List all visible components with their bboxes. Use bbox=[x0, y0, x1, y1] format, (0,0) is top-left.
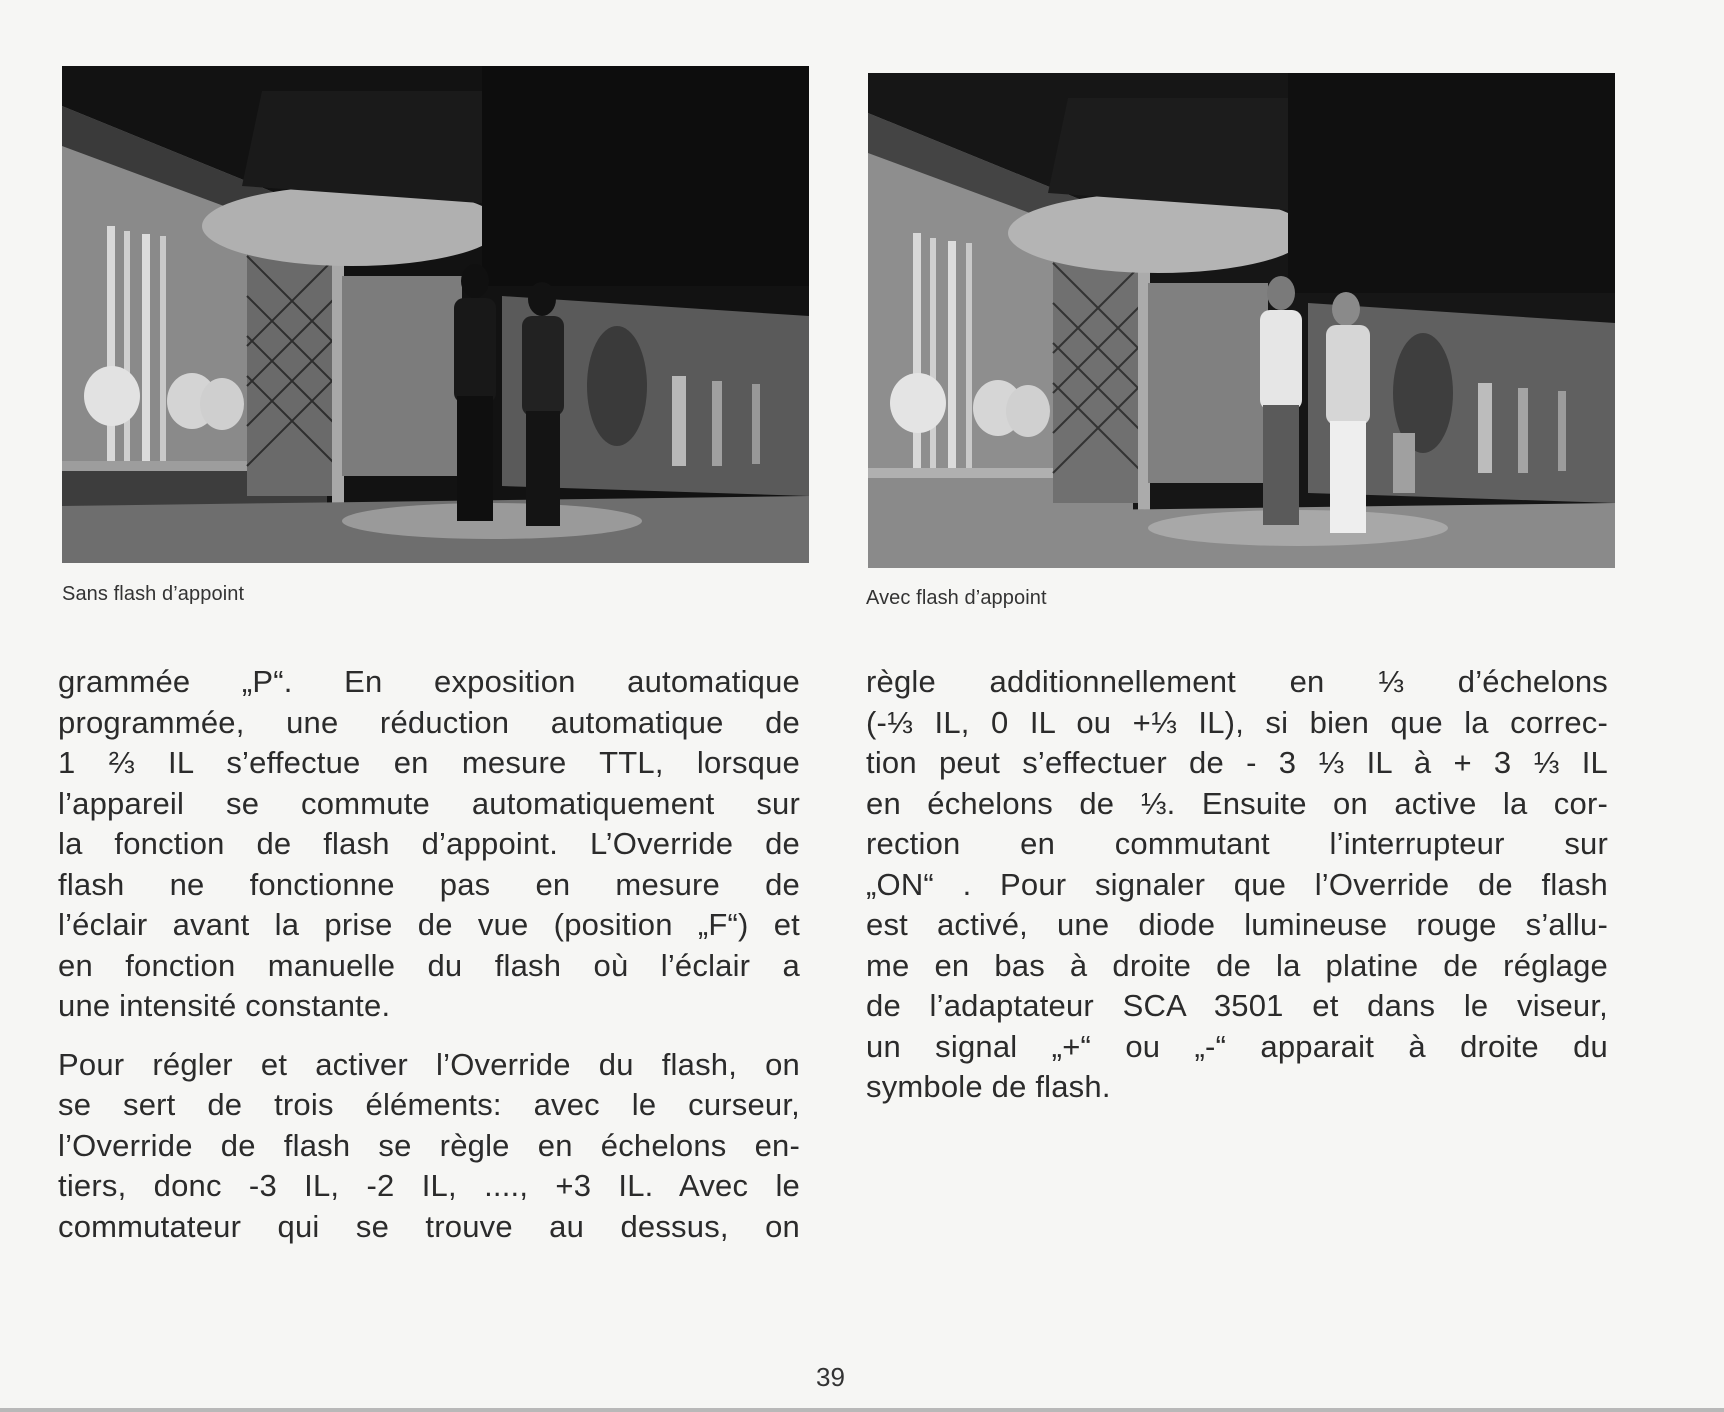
text-line: symbole de flash. bbox=[866, 1069, 1111, 1104]
text-column-left bbox=[58, 662, 800, 1265]
page-bottom-edge bbox=[0, 1408, 1724, 1412]
text-line: programmée, une réduction automatique de bbox=[58, 704, 800, 740]
figure-caption-without-flash: Sans flash d’appoint bbox=[62, 583, 245, 605]
paragraph bbox=[58, 1045, 800, 1248]
street-scene-dark-image bbox=[62, 66, 809, 563]
text-line: tion peut s’effectuer de - 3 ⅓ IL à + 3 ⅓ IL bbox=[866, 745, 1608, 780]
text-column-right bbox=[866, 662, 1608, 1126]
paragraph bbox=[866, 662, 1608, 1108]
text-line: grammée „P“. En exposition automatique bbox=[58, 664, 800, 699]
street-scene-flash-image bbox=[868, 73, 1615, 568]
text-line: règle additionnellement en ⅓ d’échelons bbox=[866, 664, 1608, 699]
text-line: l’appareil se commute automatiquement sur bbox=[58, 785, 800, 821]
text-line: Pour régler et activer l’Override du flash, on bbox=[58, 1046, 800, 1082]
text-line: (-⅓ IL, 0 IL ou +⅓ IL), si bien que la correc- bbox=[866, 704, 1608, 740]
page-number: 39 bbox=[816, 1362, 845, 1392]
photo-without-fill-flash bbox=[62, 66, 809, 563]
text-line: flash ne fonctionne pas en mesure de bbox=[58, 866, 800, 902]
text-line: la fonction de flash d’appoint. L’Override de bbox=[58, 826, 800, 861]
text-line: en échelons de ⅓. Ensuite on active la cor- bbox=[866, 785, 1608, 821]
text-line: un signal „+“ ou „-“ apparait à droite du bbox=[866, 1028, 1608, 1064]
text-line: de l’adaptateur SCA 3501 et dans le viseur, bbox=[866, 988, 1608, 1023]
text-line: une intensité constante. bbox=[58, 988, 391, 1023]
photo-with-fill-flash bbox=[868, 73, 1615, 568]
text-line: tiers, donc -3 IL, -2 IL, ...., +3 IL. Avec le bbox=[58, 1168, 800, 1203]
text-line: l’Override de flash se règle en échelons en- bbox=[58, 1127, 800, 1163]
text-line: rection en commutant l’interrupteur sur bbox=[866, 826, 1608, 861]
text-line: en fonction manuelle du flash où l’éclair a bbox=[58, 947, 800, 983]
text-line: se sert de trois éléments: avec le curseur, bbox=[58, 1087, 800, 1122]
text-line: l’éclair avant la prise de vue (position „F“) et bbox=[58, 907, 800, 942]
text-line: commutateur qui se trouve au dessus, on bbox=[58, 1208, 800, 1244]
text-line: 1 ⅔ IL s’effectue en mesure TTL, lorsque bbox=[58, 745, 800, 780]
figure-caption-with-flash: Avec flash d’appoint bbox=[866, 587, 1047, 609]
text-line: „ON“ . Pour signaler que l’Override de flash bbox=[866, 866, 1608, 902]
text-line: est activé, une diode lumineuse rouge s’allu- bbox=[866, 907, 1608, 942]
paragraph bbox=[58, 662, 800, 1027]
text-line: me en bas à droite de la platine de réglage bbox=[866, 947, 1608, 983]
